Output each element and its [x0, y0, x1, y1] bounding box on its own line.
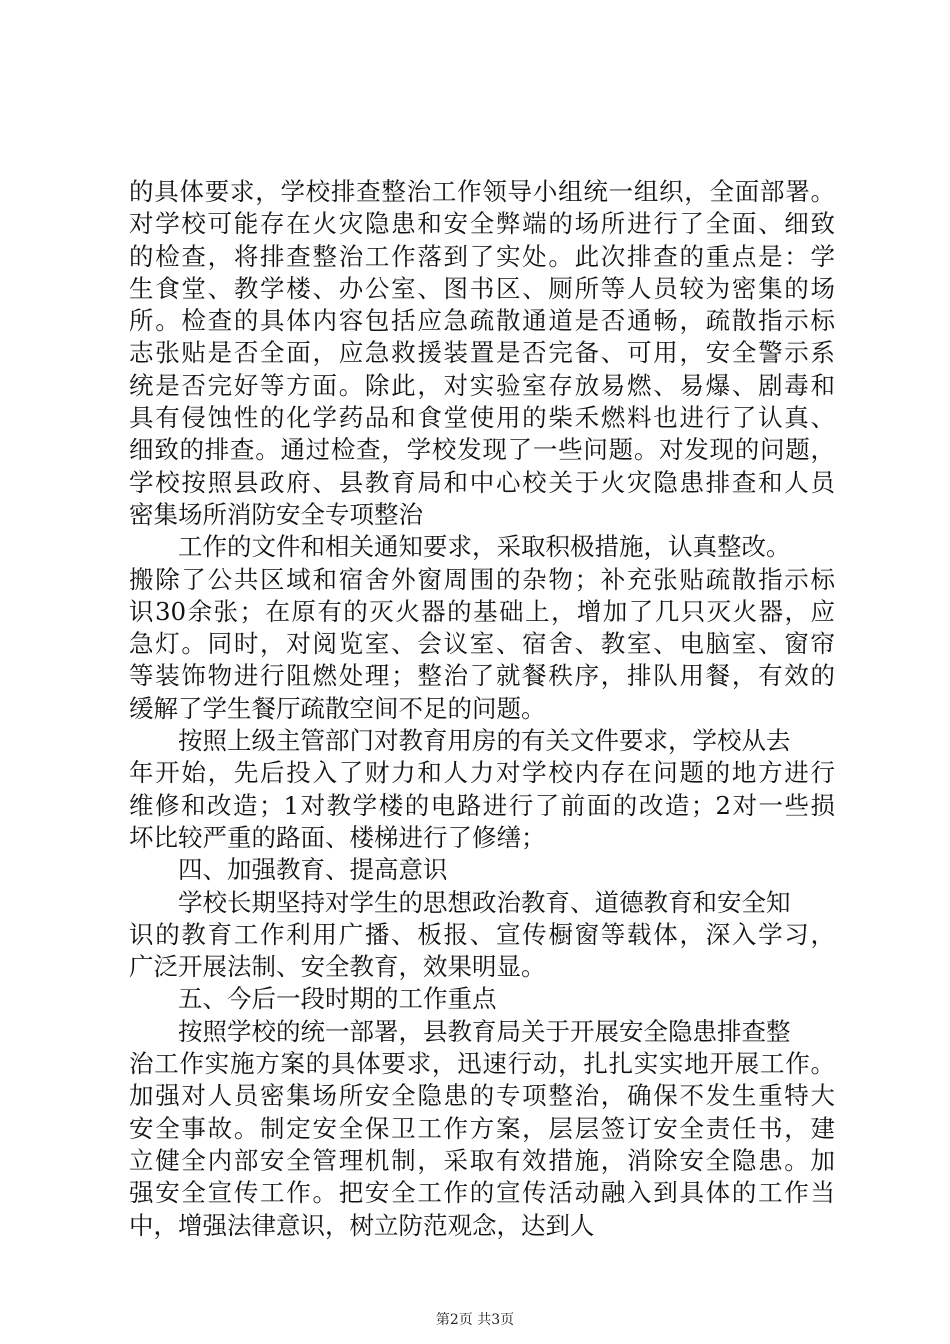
text-line: 缓解了学生餐厅疏散空间不足的问题。: [129, 693, 546, 723]
text-line: 急灯。同时，对阅览室、会议室、宿舍、教室、电脑室、窗帘: [129, 629, 835, 659]
section-heading: 五、今后一段时期的工作重点: [178, 984, 497, 1014]
text-line: 工作的文件和相关通知要求，采取积极措施，认真整改。: [178, 532, 791, 562]
section-heading: 四、加强教育、提高意识: [178, 855, 448, 885]
page-footer: 第2页 共3页: [435, 1312, 515, 1328]
text-line: 志张贴是否全面，应急救援装置是否完备、可用，安全警示系: [129, 338, 835, 368]
text-line: 中，增强法律意识，树立防范观念，达到人: [129, 1210, 595, 1240]
text-line: 识30余张；在原有的灭火器的基础上，增加了几只灭火器，应: [129, 596, 835, 626]
text-line: 细致的排查。通过检查，学校发现了一些问题。对发现的问题，: [129, 435, 835, 465]
text-line: 统是否完好等方面。除此，对实验室存放易燃、易爆、剧毒和: [129, 370, 835, 400]
text-line: 生食堂、教学楼、办公室、图书区、厕所等人员较为密集的场: [129, 273, 835, 303]
text-line: 搬除了公共区域和宿舍外窗周围的杂物；补充张贴疏散指示标: [129, 564, 835, 594]
text-line: 的具体要求，学校排查整治工作领导小组统一组织，全面部署。: [129, 177, 835, 206]
text-line: 按照学校的统一部署，县教育局关于开展安全隐患排查整: [178, 1016, 791, 1046]
text-line: 治工作实施方案的具体要求，迅速行动，扎扎实实地开展工作。: [129, 1049, 835, 1079]
text-line: 具有侵蚀性的化学药品和食堂使用的柴禾燃料也进行了认真、: [129, 403, 835, 433]
text-line: 坏比较严重的路面、楼梯进行了修缮；: [129, 822, 546, 852]
text-line: 识的教育工作利用广播、板报、宣传橱窗等载体，深入学习，: [129, 919, 835, 949]
text-line: 加强对人员密集场所安全隐患的专项整治，确保不发生重特大: [129, 1081, 835, 1111]
document-body: [129, 176, 835, 1242]
text-line: 强安全宣传工作。把安全工作的宣传活动融入到具体的工作当: [129, 1178, 835, 1208]
text-line: 所。检查的具体内容包括应急疏散通道是否通畅，疏散指示标: [129, 306, 835, 336]
text-line: 安全事故。制定安全保卫工作方案，层层签订安全责任书，建: [129, 1113, 835, 1143]
text-line: 维修和改造；1对教学楼的电路进行了前面的改造；2对一些损: [129, 790, 835, 820]
text-line: 广泛开展法制、安全教育，效果明显。: [129, 952, 546, 982]
text-line: 对学校可能存在火灾隐患和安全弊端的场所进行了全面、细致: [129, 209, 835, 239]
text-line: 按照上级主管部门对教育用房的有关文件要求，学校从去: [178, 726, 791, 756]
text-line: 密集场所消防安全专项整治: [129, 499, 423, 529]
text-line: 学校按照县政府、县教育局和中心校关于火灾隐患排查和人员: [129, 467, 835, 497]
text-line: 等装饰物进行阻燃处理；整治了就餐秩序，排队用餐，有效的: [129, 661, 835, 691]
text-line: 学校长期坚持对学生的思想政治教育、道德教育和安全知: [178, 887, 791, 917]
text-line: 年开始，先后投入了财力和人力对学校内存在问题的地方进行: [129, 758, 835, 788]
text-line: 的检查，将排查整治工作落到了实处。此次排查的重点是：学: [129, 241, 835, 271]
text-line: 立健全内部安全管理机制，采取有效措施，消除安全隐患。加: [129, 1145, 835, 1175]
